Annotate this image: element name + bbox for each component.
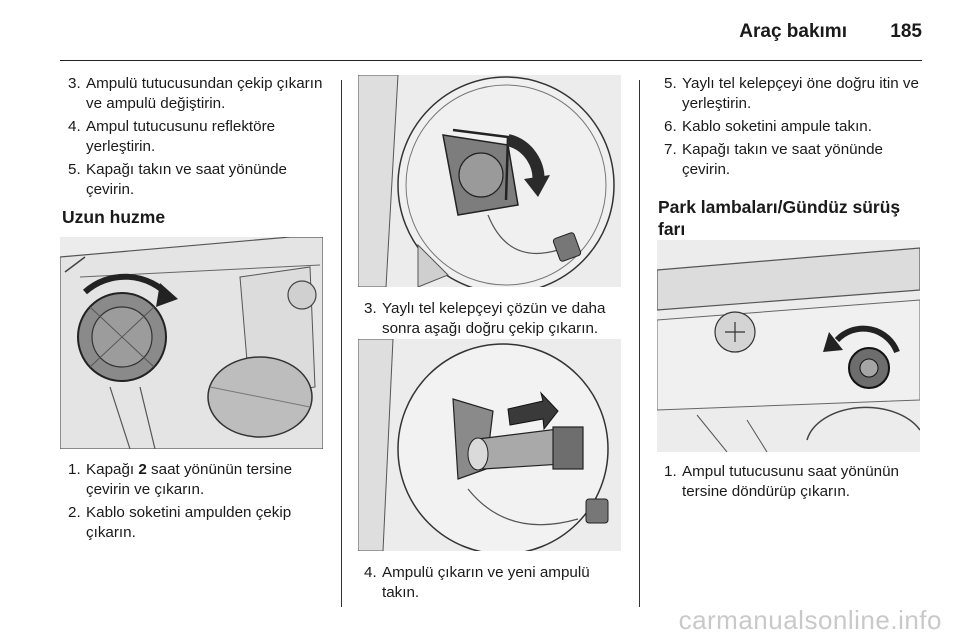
figure-wire-clip (358, 75, 621, 287)
column-3 (658, 74, 922, 183)
list-item: 6. Kablo soketini ampule takın. (664, 118, 872, 135)
column-divider-2 (639, 80, 640, 607)
callout-number: 2 (138, 461, 147, 478)
list-item: 2. Kablo soketini ampulden çekip çıkarın. (68, 504, 292, 541)
section-title: Araç bakımı (739, 21, 847, 42)
step-4-block (358, 563, 626, 606)
page-header (60, 0, 922, 61)
list-item: 4. Ampul tutucusunu reflektöre yerleştirin. (68, 118, 276, 155)
list-item: 5. Yaylı tel kelepçeyi öne doğru itin ve yerleştirin. (664, 75, 919, 112)
list-item: 7. Kapağı takın ve saat yönünde çevirin. (664, 141, 883, 178)
page-number: 185 (890, 21, 922, 42)
column-divider-1 (341, 80, 342, 607)
list-item: 5. Kapağı takın ve saat yönünde çevirin. (68, 161, 287, 198)
figure-bulb-removal (358, 339, 621, 551)
figure-park-light-holder (657, 240, 920, 452)
watermark: carmanualsonline.info (678, 605, 942, 635)
figure-high-beam-cover (60, 237, 323, 449)
column-1 (62, 74, 326, 203)
section-heading-park-lights: Park lambaları/Gündüz sürüş farı (658, 197, 901, 239)
section-heading-high-beam: Uzun huzme (62, 207, 166, 227)
list-item: 1. Ampul tutucusunu saat yönünün tersine döndürüp çıkarın. (664, 463, 899, 500)
list-item: 1. Kapağı 2 saat yönünün tersine çevirin ve çıkarın. (68, 461, 293, 498)
park-step-1-block (658, 462, 924, 505)
steps-list-bottom (62, 460, 326, 546)
list-item: 3. Yaylı tel kelepçeyi çözün ve daha sonra aşağı doğru çekip çıkarın. (364, 300, 606, 337)
step-3-block (358, 299, 626, 342)
steps-list-top (62, 74, 326, 200)
list-item: 3. Ampulü tutucusundan çekip çıkarın ve ampulü değiştirin. (68, 75, 323, 112)
list-item: 4. Ampulü çıkarın ve yeni ampulü takın. (364, 564, 590, 601)
